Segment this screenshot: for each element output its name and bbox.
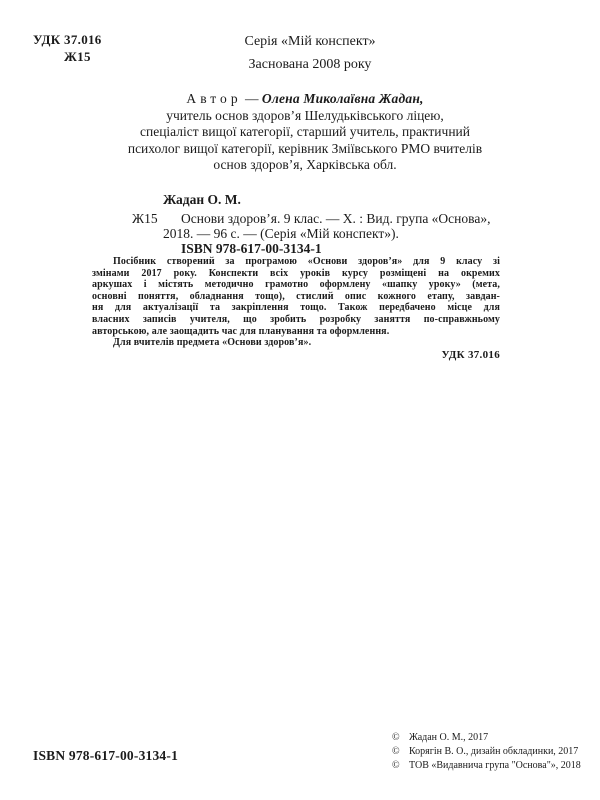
copyright-line (392, 731, 581, 745)
series-title: Серія «Мій конспект» (244, 34, 376, 49)
annotation-audience-line: Для вчителів предмета «Основи здоров’я». (113, 337, 312, 349)
author-sign-code: Ж15 (64, 49, 91, 64)
author-line (20, 91, 590, 108)
annotation-line: Посібник створений за програмою «Основи здоров’я» для 9 класу зі (113, 256, 500, 267)
annotation-line: основні поняття, обладнання тощо), стислий опис кожного етапу, завдан- (92, 290, 500, 302)
author-credentials-line: основ здоров’я, Харківська обл. (213, 157, 397, 172)
author-credentials-line: психолог вищої категорії, керівник Зміївського РМО вчителів (127, 140, 483, 156)
annotation-line: авторською, але заощадить час для планування та оформлення. (92, 325, 390, 337)
udc-number: УДК 37.016 (33, 32, 102, 47)
annotation-line: власних записів учителя, що зробить розробку заняття по-справжньому (92, 313, 500, 325)
copyright-line (392, 745, 581, 759)
copyright-text: Корягін В. О., дизайн обкладинки, 2017 (409, 745, 579, 757)
annotation-line: змінами 2017 року. Конспекти всіх уроків курсу розміщені на окремих (92, 267, 500, 279)
copyright-icon: © (392, 745, 400, 757)
copyright-icon: © (392, 732, 400, 743)
series-block (30, 30, 590, 76)
biblio-description-line: Основи здоров’я. 9 клас. — Х. : Вид. група «Основа», (181, 211, 491, 226)
author-dash: — (245, 91, 259, 106)
biblio-isbn: ISBN 978-617-00-3134-1 (181, 241, 322, 256)
copyright-line (392, 759, 581, 773)
copyright-icon: © (392, 759, 400, 771)
copyright-text: Жадан О. М., 2017 (409, 732, 489, 743)
author-label: Автор (186, 91, 242, 106)
author-block (20, 91, 590, 174)
annotation-udc: УДК 37.016 (441, 348, 500, 361)
annotation-line: аркушах і містять методично грамотно оформлену «шапку уроку» (мета, (92, 279, 500, 291)
footer-isbn: ISBN 978-617-00-3134-1 (33, 748, 179, 763)
annotation-block (92, 256, 500, 361)
copyright-block (392, 731, 581, 772)
author-credentials-line: спеціаліст вищої категорії, старший учитель, практичний (139, 124, 470, 139)
series-founded: Заснована 2008 року (248, 57, 372, 72)
copyright-text: ТОВ «Видавнича група "Основа"», 2018 (409, 759, 581, 771)
annotation-line: ня для актуалізації та закріплення тощо. Також передбачено місце для (92, 302, 500, 314)
author-credentials-line: учитель основ здоров’я Шелудьківського ліцею, (166, 107, 444, 123)
biblio-description-line: 2018. — 96 с. — (Серія «Мій конспект»). (163, 226, 399, 241)
biblio-author: Жадан О. М. (163, 192, 241, 207)
author-name: Олена Миколаївна Жадан, (261, 91, 424, 106)
biblio-code: Ж15 (132, 211, 158, 226)
